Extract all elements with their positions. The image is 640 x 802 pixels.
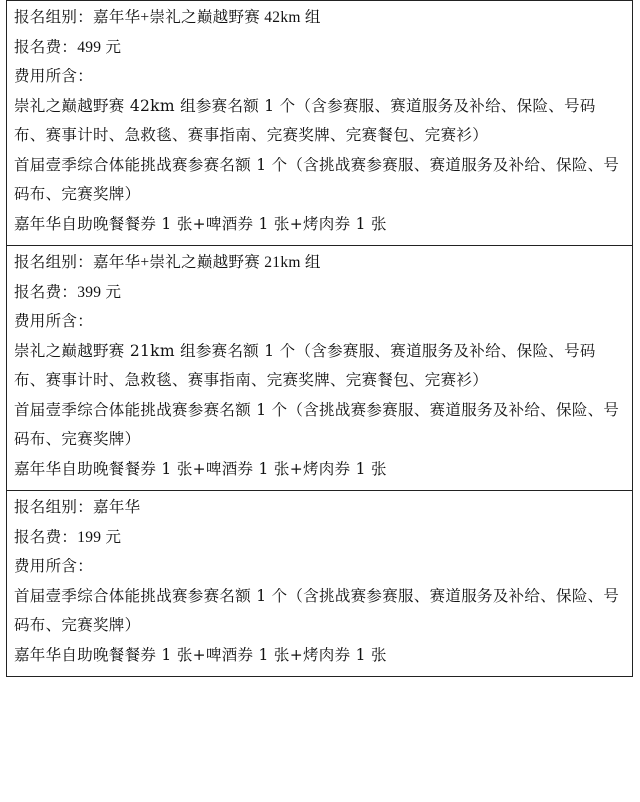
- included-item: 崇礼之巅越野赛 21km 组参赛名额 1 个（含参赛服、赛道服务及补给、保险、号码布、赛事计时、急救毯、赛事指南、完赛奖牌、完赛餐包、完赛衫）: [14, 341, 596, 389]
- fee-line: [14, 523, 625, 553]
- includes-label: 费用所含：: [14, 67, 94, 85]
- package-row: [7, 491, 633, 677]
- package-cell: [7, 1, 633, 246]
- package-cell: [7, 246, 633, 491]
- includes-label: 费用所含：: [14, 312, 94, 330]
- included-item: 首届壹季综合体能挑战赛参赛名额 1 个（含挑战赛参赛服、赛道服务及补给、保险、号码布、完赛奖牌）: [14, 586, 620, 634]
- group-line: [14, 493, 625, 523]
- package-cell: [7, 491, 633, 677]
- fee-line: [14, 278, 625, 308]
- fee-value: 199 元: [77, 528, 122, 546]
- group-value: 嘉年华+崇礼之巅越野赛 21km 组: [93, 254, 321, 271]
- fee-label: 报名费：: [14, 527, 78, 546]
- group-value: 嘉年华+崇礼之巅越野赛 42km 组: [93, 9, 321, 26]
- included-item: 首届壹季综合体能挑战赛参赛名额 1 个（含挑战赛参赛服、赛道服务及补给、保险、号码布、完赛奖牌）: [14, 400, 620, 448]
- group-line: [14, 3, 625, 33]
- group-label: 报名组别：: [14, 498, 94, 516]
- included-item: 嘉年华自助晚餐餐券 1 张+啤酒券 1 张+烤肉券 1 张: [14, 459, 387, 478]
- package-row: [7, 246, 633, 491]
- fee-value: 499 元: [77, 38, 122, 56]
- registration-document: [6, 0, 633, 677]
- fee-label: 报名费：: [14, 37, 78, 56]
- included-item: 首届壹季综合体能挑战赛参赛名额 1 个（含挑战赛参赛服、赛道服务及补给、保险、号码布、完赛奖牌）: [14, 155, 620, 203]
- fee-label: 报名费：: [14, 282, 78, 301]
- group-label: 报名组别：: [14, 253, 94, 271]
- package-row: [7, 1, 633, 246]
- includes-label: 费用所含：: [14, 557, 94, 575]
- fee-value: 399 元: [77, 283, 122, 301]
- fee-line: [14, 33, 625, 63]
- registration-packages-table: [6, 0, 633, 677]
- included-item: 嘉年华自助晚餐餐券 1 张+啤酒券 1 张+烤肉券 1 张: [14, 214, 387, 233]
- group-line: [14, 248, 625, 278]
- group-value: 嘉年华: [93, 499, 141, 516]
- group-label: 报名组别：: [14, 8, 94, 26]
- included-item: 嘉年华自助晚餐餐券 1 张+啤酒券 1 张+烤肉券 1 张: [14, 645, 387, 664]
- included-item: 崇礼之巅越野赛 42km 组参赛名额 1 个（含参赛服、赛道服务及补给、保险、号码布、赛事计时、急救毯、赛事指南、完赛奖牌、完赛餐包、完赛衫）: [14, 96, 596, 144]
